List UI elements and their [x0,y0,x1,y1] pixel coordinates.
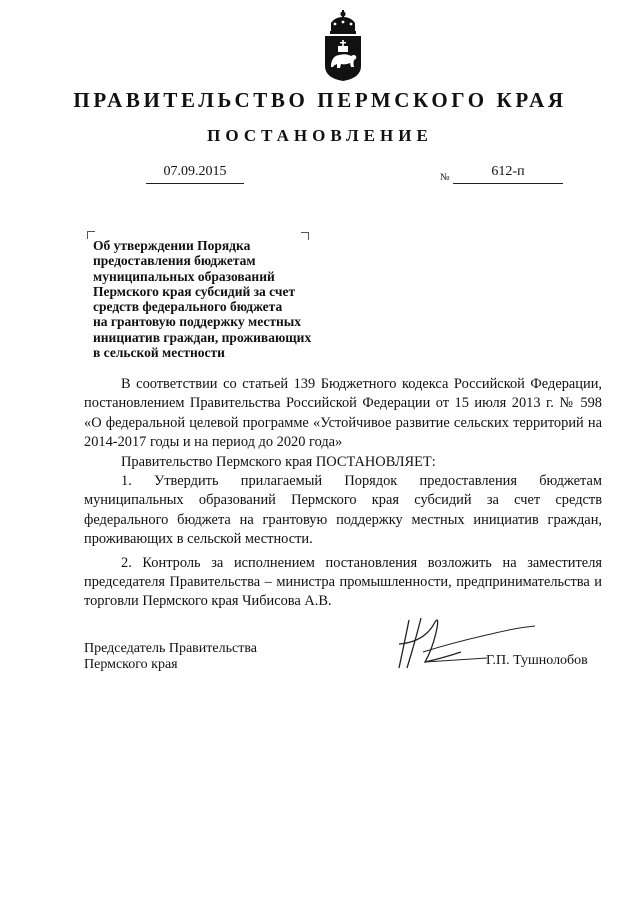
body-paragraph-preamble: В соответствии со статьей 139 Бюджетного кодекса Российской Федерации, постановлением Правительства Российской Федерации от 15 июля 2013 г. № 598 «О федеральной целевой программе «Устойчивое развитие сельских территорий на 2014-2017 годы и на период до 2020 года» [84,376,602,451]
subject-line: в сельской местности [93,345,225,361]
number-underline [453,183,563,184]
subject-line: предоставления бюджетам [93,253,256,269]
subject-line: Пермского края субсидий за счет [93,283,296,299]
body-paragraph-item-2: 2. Контроль за исполнением постановления возложить на заместителя председателя Правительства – министра промышленности, предпринимательства и торговли Пермского края Чибисова А.В. [84,554,602,610]
document-number: 612-п [491,164,525,179]
date-underline [146,183,244,184]
government-title: ПРАВИТЕЛЬСТВО ПЕРМСКОГО КРАЯ [73,88,567,112]
signatory-role [84,641,257,673]
signatory-name: Г.П. Тушнолобов [486,653,588,668]
signatory-role-line: Пермского края [84,657,178,672]
body-paragraph-resolves: Правительство Пермского края ПОСТАНОВЛЯЕТ: [121,453,436,470]
document-date: 07.09.2015 [163,164,227,179]
subject-line: инициатив граждан, проживающих [93,329,312,345]
document-type: ПОСТАНОВЛЕНИЕ [207,126,433,145]
body-paragraph-item-1: 1. Утвердить прилагаемый Порядок предоставления бюджетам муниципальных образований Пермского края субсидий за счет средств федерального бюджета на грантовую поддержку местных инициатив граждан, проживающих в сельской местности. [84,473,602,548]
subject-line: средств федерального бюджета [93,299,283,315]
subject-line: на грантовую поддержку местных [93,314,302,330]
perm-krai-coat-of-arms-icon [322,10,364,82]
document-body [84,375,602,612]
subject-line: Об утверждении Порядка [93,238,251,253]
number-sign: № [440,172,450,183]
signatory-role-line: Председатель Правительства [84,641,257,656]
document-subject [93,238,353,360]
subject-line: муниципальных образований [93,268,275,284]
